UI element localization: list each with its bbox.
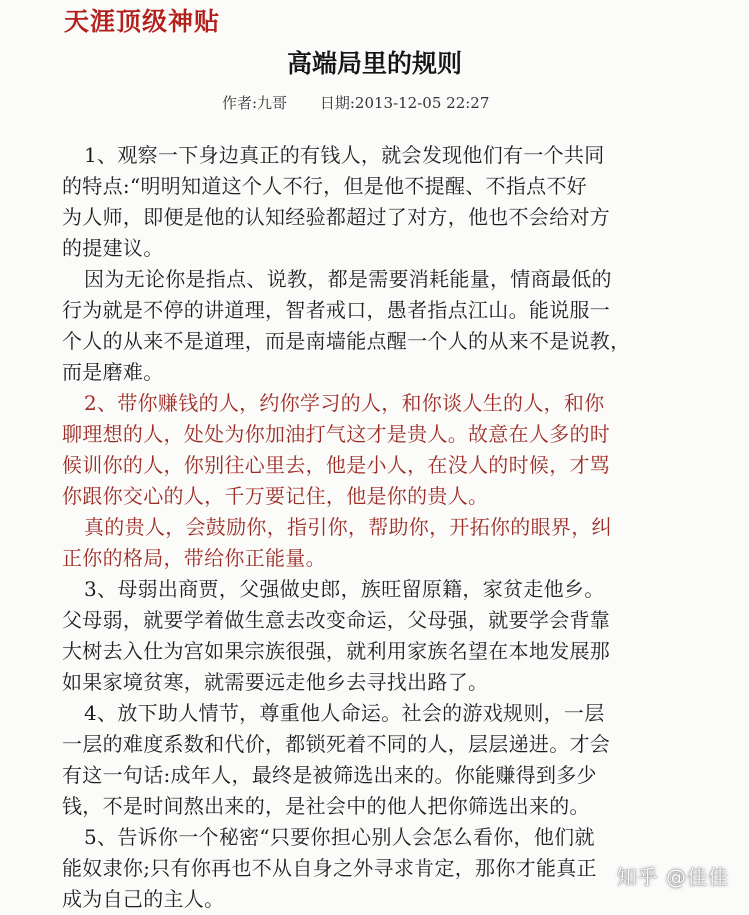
text-line: 有这一句话:成年人，最终是被筛选出来的。你能赚得到多少 [62,763,597,787]
text-line: 聊理想的人，处处为你加油打气这才是贵人。故意在人多的时 [62,422,611,446]
text-line: 成为自己的主人。 [62,887,225,911]
text-line: 一层的难度系数和代价，都锁死着不同的人，层层递进。才会 [62,732,611,756]
article-title: 高端局里的规则 [286,49,462,78]
text-line: 能奴隶你;只有你再也不从自身之外寻求肯定，那你才能真正 [62,856,597,880]
text-line: 个人的从来不是道理，而是南墙能点醒一个人的从来不是说教， [62,329,631,353]
header-brand: 天涯顶级神贴 [64,7,221,36]
text-line: 父母弱，就要学着做生意去改变命运，父母强，就要学会背靠 [62,608,611,632]
text-line: 3、母弱出商贾，父强做史郎，族旺留原籍，家贫走他乡。 [84,577,605,601]
text-line: 候训你的人，你别往心里去，他是小人，在没人的时候，才骂 [62,453,611,477]
text-line: 2、带你赚钱的人，约你学习的人，和你谈人生的人，和你 [84,391,605,415]
text-line: 因为无论你是指点、说教，都是需要消耗能量，情商最低的 [84,267,612,291]
zhihu-watermark: 知乎 @佳佳 [616,865,729,889]
text-line: 钱，不是时间熬出来的，是社会中的他人把你筛选出来的。 [62,794,590,818]
text-line: 如果家境贫寒，就需要远走他乡去寻找出路了。 [62,670,489,694]
text-line: 的提建议。 [62,236,164,260]
text-line: 而是磨难。 [62,360,164,384]
text-line: 为人师，即便是他的认知经验都超过了对方，他也不会给对方 [62,205,611,229]
text-line: 1、观察一下身边真正的有钱人，就会发现他们有一个共同 [84,143,605,167]
text-line: 大树去入仕为宫如果宗族很强，就利用家族名望在本地发展那 [62,639,611,663]
author: 作者:九哥 [222,94,288,112]
text-line: 真的贵人，会鼓励你，指引你，帮助你，开拓你的眼界，纠 [84,515,612,539]
text-line: 的特点:“明明知道这个人不行，但是他不提醒、不指点不好 [62,174,588,198]
text-line: 5、告诉你一个秘密“只要你担心别人会怎么看你，他们就 [84,825,595,849]
article-meta [222,92,517,113]
text-line: 行为就是不停的讲道理，智者戒口，愚者指点江山。能说服一 [62,298,611,322]
text-line: 4、放下助人情节，尊重他人命运。社会的游戏规则，一层 [84,701,605,725]
text-line: 你跟你交心的人，千万要记住，他是你的贵人。 [62,484,489,508]
article-body [62,140,702,915]
date: 日期:2013-12-05 22:27 [319,94,490,112]
text-line: 正你的格局，带给你正能量。 [62,546,326,570]
